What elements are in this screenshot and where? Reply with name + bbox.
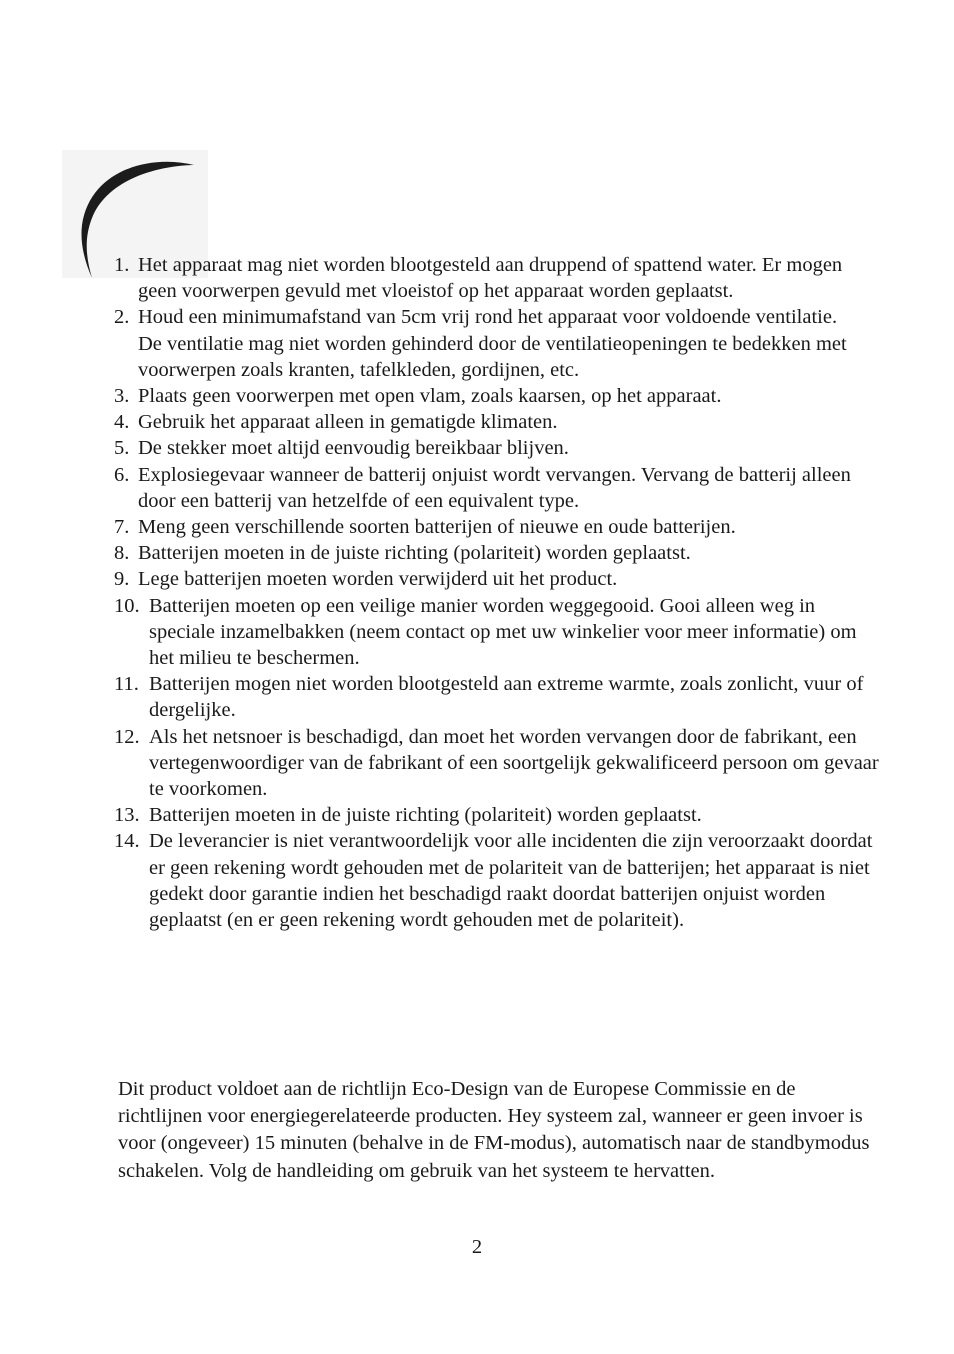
instruction-number: 8. [114,542,130,565]
instruction-number: 5. [114,437,130,460]
instruction-text: Gebruik het apparaat alleen in gematigde klimaten. [138,411,558,434]
instruction-item [114,566,884,592]
instruction-item [114,435,884,461]
instruction-number: 12. [114,725,140,748]
instruction-item [114,304,884,383]
instruction-item [114,409,884,435]
instruction-text: De stekker moet altijd eenvoudig bereikbaar blijven. [138,437,569,460]
safety-instructions-list [114,252,884,933]
instruction-item [114,593,884,672]
instruction-number: 3. [114,385,130,408]
instruction-item [114,724,884,803]
instruction-text: Als het netsnoer is beschadigd, dan moet het worden vervangen door de fabrikant, een vertegenwoordiger van de fabrikant of een soortgelijk gekwalificeerd persoon om gevaar te voorkomen. [149,725,879,801]
instruction-text: Batterijen moeten op een veilige manier worden weggegooid. Gooi alleen weg in speciale inzamelbakken (neem contact op met uw winkelier voor meer informatie) om het milieu te beschermen. [149,594,857,670]
instruction-number: 1. [114,254,130,276]
instruction-text: Het apparaat mag niet worden blootgesteld aan druppend of spattend water. Er mogen geen voorwerpen gevuld met vloeistof op het apparaat worden geplaatst. [138,254,843,303]
instruction-text: Houd een minimumafstand van 5cm vrij rond het apparaat voor voldoende ventilatie. [138,306,838,329]
instruction-text: De ventilatie mag niet worden gehinderd door de ventilatieopeningen te bedekken met voorwerpen zoals kranten, tafelkleden, gordijnen, etc. [138,332,847,381]
instruction-number: 4. [114,411,130,434]
instruction-item [114,383,884,409]
instruction-text: Meng geen verschillende soorten batterijen of nieuwe en oude batterijen. [138,516,736,539]
instruction-text: Batterijen mogen niet worden blootgesteld aan extreme warmte, zoals zonlicht, vuur of dergelijke. [149,673,864,722]
instruction-text: Lege batterijen moeten worden verwijderd uit het product. [138,568,618,591]
eco-design-paragraph: Dit product voldoet aan de richtlijn Eco-Design van de Europese Commissie en de richtlijnen voor energiegerelateerde producten. Hey systeem zal, wanneer er geen invoer is voor (ongeveer) 15 minuten (behalve in de FM-modus), automatisch naar de standbymodus schakelen. Volg de handleiding om gebruik van het systeem te hervatten. [118,1078,870,1182]
instruction-text: De leverancier is niet verantwoordelijk voor alle incidenten die zijn veroorzaakt doordat er geen rekening wordt gehouden met de polariteit van de batterijen; het apparaat is niet gedekt door garantie indien het beschadigd raakt doordat batterijen onjuist worden geplaatst (en er geen rekening wordt gehouden met de polariteit). [149,830,873,932]
instruction-item [114,802,884,828]
page-number: 2 [471,1236,483,1258]
instruction-item [114,828,884,933]
instruction-text: Explosiegevaar wanneer de batterij onjuist wordt vervangen. Vervang de batterij alleen door een batterij van hetzelfde of een equivalent type. [138,463,851,512]
instruction-text: Batterijen moeten in de juiste richting (polariteit) worden geplaatst. [149,804,702,827]
instruction-text: Plaats geen voorwerpen met open vlam, zoals kaarsen, op het apparaat. [138,385,722,408]
instruction-number: 9. [114,568,130,591]
instruction-number: 13. [114,804,140,827]
instruction-item [114,540,884,566]
instruction-number: 7. [114,516,130,539]
instruction-number: 2. [114,306,130,329]
instruction-number: 10. [114,594,140,617]
instruction-item [114,671,884,723]
instruction-number: 14. [114,830,140,853]
instruction-item [114,252,884,304]
instruction-item [114,514,884,540]
instruction-item [114,462,884,514]
instruction-number: 6. [114,463,130,486]
instruction-number: 11. [114,673,139,696]
instruction-text: Batterijen moeten in de juiste richting (polariteit) worden geplaatst. [138,542,691,565]
